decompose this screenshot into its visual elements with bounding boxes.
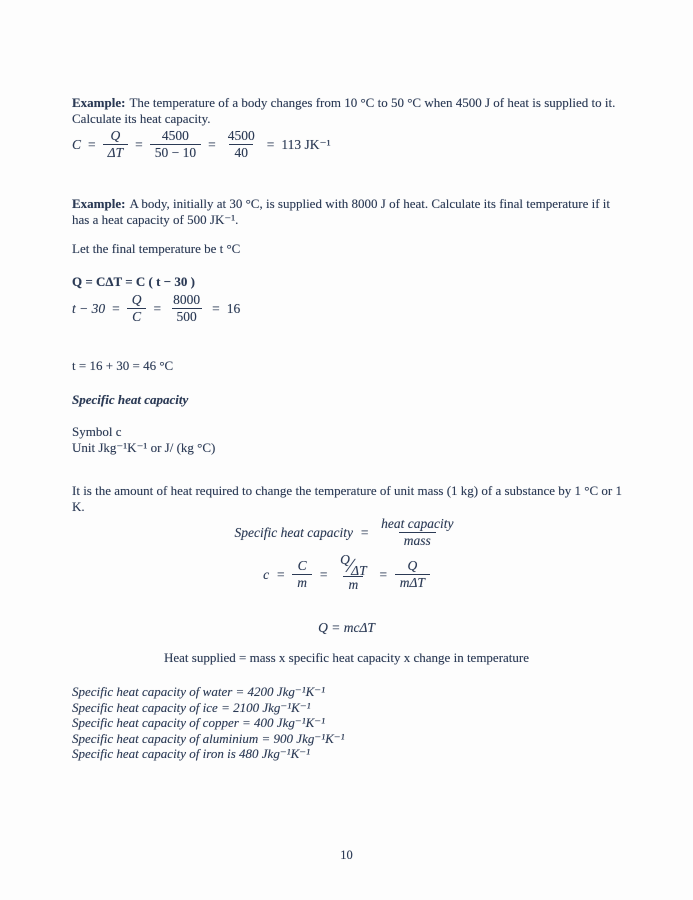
formula-result: 16 (226, 300, 241, 316)
formula-lhs: c (263, 566, 270, 582)
symbol-line: Symbol c (72, 424, 122, 439)
fraction-q-dt: $\frac{Q}{\Delta T}$ (103, 128, 128, 161)
equals-sign: = (135, 136, 143, 152)
list-item: Specific heat capacity of copper = 400 Jkg⁻¹K⁻¹ (72, 715, 326, 730)
example-2-paragraph (72, 196, 628, 227)
example-1-label: Example: (72, 95, 126, 110)
shc-values-list (72, 684, 628, 762)
equals-sign: = (359, 524, 370, 540)
q-equals-mcdt-formula: Q = mcΔT (318, 620, 375, 635)
c-equals-formula (263, 552, 430, 593)
formula-lhs: C (72, 136, 82, 152)
example-1-text: The temperature of a body changes from 10 °C to 50 °C when 4500 J of heat is supplied to it. Calculate its heat capacity. (72, 95, 616, 126)
equals-sign: = (112, 300, 120, 316)
q-equals-cdt-line: Q = CΔT = C ( t − 30 ) (72, 274, 195, 289)
unit-line: Unit Jkg⁻¹K⁻¹ or J/ (kg °C) (72, 440, 216, 455)
shc-ratio-formula-wrap (0, 516, 693, 549)
heat-capacity-formula (72, 128, 331, 161)
formula-lhs: t − 30 (72, 300, 106, 316)
heat-supplied-sentence: Heat supplied = mass x specific heat capacity x change in temperature (163, 650, 530, 665)
fraction-slash: ∕ (348, 555, 353, 577)
equals-sign: = (88, 136, 96, 152)
c-formula-wrap (0, 552, 693, 593)
list-item: Specific heat capacity of iron is 480 Jkg⁻¹K⁻¹ (72, 746, 311, 761)
example-1-paragraph (72, 95, 628, 126)
fraction-4500-40: $\frac{4500}{40}$ (227, 128, 255, 161)
fraction-qdt-m: Q ∕ ΔT m (335, 556, 372, 593)
fraction-c-m: $\frac{C}{m}$ (292, 558, 312, 591)
equals-sign: = (153, 300, 162, 316)
section-heading-specific-heat-capacity: Specific heat capacity (72, 392, 189, 407)
fraction-heatcapacity-mass: $\frac{\text{heat capacity}}{\text{mass}}$ (381, 516, 454, 549)
fraction-q-c: $\frac{Q}{C}$ (127, 292, 147, 325)
specific-heat-capacity-ratio-formula (235, 516, 459, 549)
equals-sign: = (212, 300, 220, 316)
formula-lhs: Specific heat capacity (234, 524, 353, 540)
definition-paragraph: It is the amount of heat required to change the temperature of unit mass (1 kg) of a substance by 1 °C or 1 K. (72, 483, 622, 514)
list-item: Specific heat capacity of ice = 2100 Jkg⁻¹K⁻¹ (72, 699, 311, 715)
equals-sign: = (266, 136, 275, 152)
equals-sign: = (318, 566, 329, 582)
final-temperature-assumption: Let the final temperature be t °C (72, 241, 241, 256)
equals-sign: = (276, 566, 286, 582)
fraction-8000-500: $\frac{8000}{500}$ (173, 292, 201, 325)
page-number: 10 (340, 848, 353, 862)
list-item: Specific heat capacity of water = 4200 Jkg⁻¹K⁻¹ (72, 684, 326, 699)
fraction-4500-50-10: $\frac{4500}{50 - 10}$ (150, 128, 201, 161)
list-item: Specific heat capacity of aluminium = 900 Jkg⁻¹K⁻¹ (72, 730, 345, 746)
example-2-text: A body, initially at 30 °C, is supplied with 8000 J of heat. Calculate its final temperature if it has a heat capacity of 500 JK⁻¹. (72, 196, 611, 227)
formula-result: 113 JK⁻¹ (281, 136, 331, 152)
equals-sign: = (208, 136, 216, 152)
example-2-label: Example: (72, 196, 126, 211)
t-minus-30-formula (72, 292, 240, 325)
t-result-line: t = 16 + 30 = 46 °C (72, 358, 174, 373)
diagonal-fraction-q-dt: Q ∕ ΔT (340, 552, 367, 579)
fraction-q-mdt: $\frac{Q}{\text{mΔT}}$ (395, 558, 430, 591)
equals-sign: = (378, 566, 388, 582)
